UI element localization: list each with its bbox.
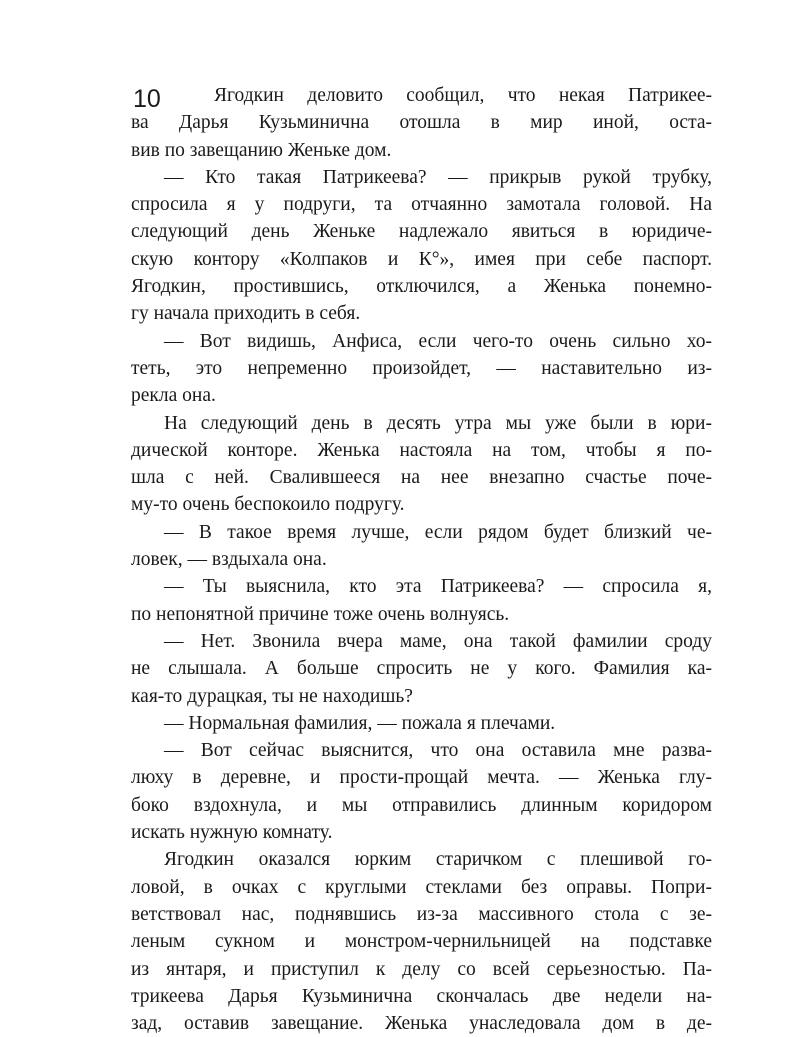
text-line: кая-то дурацкая, ты не находишь? — [131, 685, 413, 707]
text-line: гу начала приходить в себя. — [131, 303, 361, 325]
text-line: скую контору «Колпаков и К°», имея при себе паспорт. — [131, 248, 712, 270]
text-line: — Нет. Звонила вчера маме, она такой фамилии сроду — [164, 630, 712, 652]
text-line: — В такое время лучше, если рядом будет близкий че- — [164, 521, 712, 543]
text-line: ловек, — вздыхала она. — [131, 549, 327, 571]
text-line: ветствовал нас, поднявшись из-за массивного стола с зе- — [131, 903, 712, 925]
text-line: На следующий день в десять утра мы уже были в юри- — [164, 412, 712, 434]
text-line: по непонятной причине тоже очень волнуясь. — [131, 603, 510, 625]
text-line: — Вот сейчас выяснится, что она оставила мне разва- — [164, 740, 712, 762]
text-line: искать нужную комнату. — [131, 822, 333, 844]
text-line: спросила я у подруги, та отчаянно замотала головой. На — [131, 194, 712, 216]
text-line: ловой, в очках с круглыми стеклами без оправы. Попри- — [131, 876, 712, 898]
text-line: трикеева Дарья Кузьминична скончалась две недели на- — [131, 985, 712, 1007]
text-line: вив по завещанию Женьке дом. — [131, 139, 392, 161]
text-line: не слышала. А больше спросить не у кого. Фамилия ка- — [131, 658, 712, 680]
text-line: леным сукном и монстром-чернильницей на подставке — [131, 931, 712, 953]
text-line: дической конторе. Женька настояла на том, чтобы я по- — [131, 439, 712, 461]
text-line: му-то очень беспокоило подругу. — [131, 494, 405, 516]
text-line: — Кто такая Патрикеева? — прикрыв рукой трубку, — [164, 166, 712, 188]
text-line: люху в деревне, и прости-прощай мечта. — Женька глу- — [131, 767, 712, 789]
text-line: рекла она. — [131, 385, 216, 407]
text-line: Ягодкин оказался юрким старичком с плешивой го- — [164, 849, 712, 871]
text-line: из янтаря, и приступил к делу со всей серьезностью. Па- — [131, 958, 712, 980]
text-line: Ягодкин, простившись, отключился, а Женька понемно- — [131, 276, 712, 298]
text-line: следующий день Женьке надлежало явиться в юридиче- — [131, 221, 712, 243]
text-line: ва Дарья Кузьминична отошла в мир иной, оста- — [131, 112, 712, 134]
text-line: зад, оставив завещание. Женька унаследовала дом в де- — [131, 1013, 712, 1035]
text-line: — Вот видишь, Анфиса, если чего-то очень сильно хо- — [164, 330, 712, 352]
page-number: 10 — [133, 85, 161, 113]
text-line: теть, это непременно произойдет, — наставительно из- — [131, 357, 712, 379]
text-line: шла с ней. Свалившееся на нее внезапно счастье поче- — [131, 467, 712, 489]
text-line: — Нормальная фамилия, — пожала я плечами. — [164, 712, 556, 734]
text-line: боко вздохнула, и мы отправились длинным коридором — [131, 794, 712, 816]
text-line: — Ты выяснила, кто эта Патрикеева? — спросила я, — [164, 576, 712, 598]
body-text — [131, 82, 712, 1037]
text-line: Ягодкин деловито сообщил, что некая Патрикее- — [214, 85, 712, 106]
